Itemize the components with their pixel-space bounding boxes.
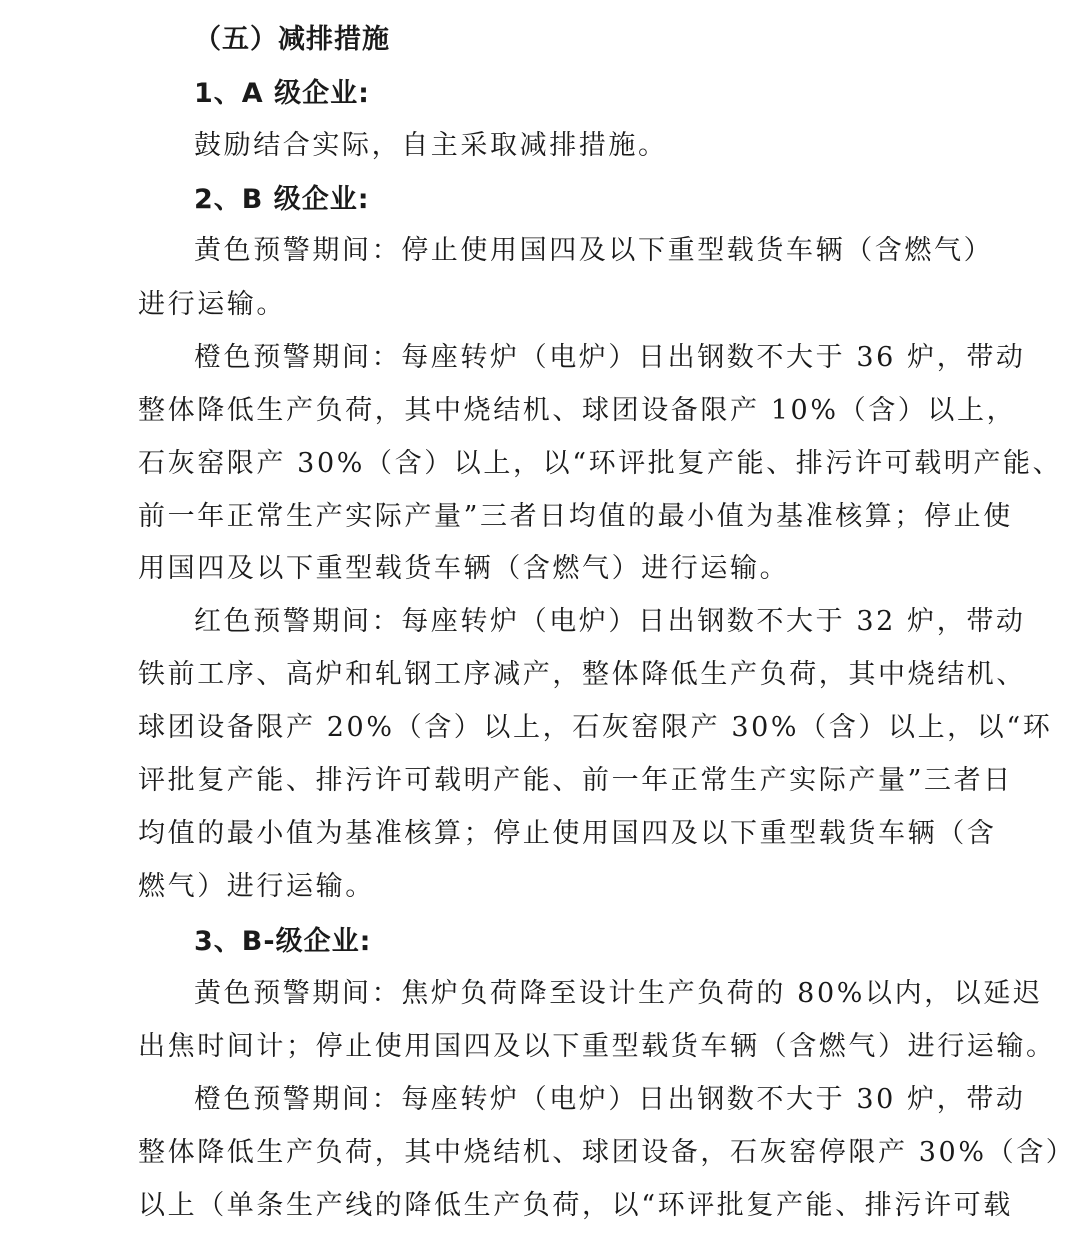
paragraph-line: 评批复产能、排污许可载明产能、前一年正常生产实际产量”三者日 bbox=[138, 765, 1013, 796]
section-heading: （五）减排措施 bbox=[194, 24, 390, 55]
paragraph-line: 铁前工序、高炉和轧钢工序减产，整体降低生产负荷，其中烧结机、 bbox=[138, 659, 1026, 690]
paragraph-line: 黄色预警期间：焦炉负荷降至设计生产负荷的 80%以内，以延迟 bbox=[194, 978, 1043, 1009]
paragraph-line: 石灰窑限产 30%（含）以上，以“环评批复产能、排污许可载明产能、 bbox=[138, 448, 1063, 479]
paragraph-line: 燃气）进行运输。 bbox=[138, 871, 375, 902]
paragraph-line: 出焦时间计；停止使用国四及以下重型载货车辆（含燃气）进行运输。 bbox=[138, 1031, 1056, 1062]
paragraph-line: 红色预警期间：每座转炉（电炉）日出钢数不大于 32 炉，带动 bbox=[194, 606, 1026, 637]
paragraph-line: 整体降低生产负荷，其中烧结机、球团设备限产 10%（含）以上， bbox=[138, 395, 1017, 426]
paragraph-line: 用国四及以下重型载货车辆（含燃气）进行运输。 bbox=[138, 553, 790, 584]
paragraph-line: 进行运输。 bbox=[138, 289, 286, 320]
paragraph-line: 鼓励结合实际，自主采取减排措施。 bbox=[194, 130, 668, 161]
paragraph-line: 前一年正常生产实际产量”三者日均值的最小值为基准核算；停止使 bbox=[138, 501, 1013, 532]
paragraph-line: 以上（单条生产线的降低生产负荷，以“环评批复产能、排污许可载 bbox=[138, 1190, 1013, 1221]
paragraph-line: 球团设备限产 20%（含）以上，石灰窑限产 30%（含）以上，以“环 bbox=[138, 712, 1053, 743]
paragraph-line: 黄色预警期间：停止使用国四及以下重型载货车辆（含燃气） bbox=[194, 235, 994, 266]
paragraph-line: 整体降低生产负荷，其中烧结机、球团设备，石灰窑停限产 30%（含） bbox=[138, 1137, 1076, 1168]
subheading-b-level: 2、B 级企业: bbox=[194, 184, 370, 215]
paragraph-line: 橙色预警期间：每座转炉（电炉）日出钢数不大于 30 炉，带动 bbox=[194, 1084, 1026, 1115]
paragraph-line: 均值的最小值为基准核算；停止使用国四及以下重型载货车辆（含 bbox=[138, 818, 997, 849]
subheading-b-minus-level: 3、B-级企业: bbox=[194, 926, 372, 957]
paragraph-line: 橙色预警期间：每座转炉（电炉）日出钢数不大于 36 炉，带动 bbox=[194, 342, 1026, 373]
subheading-a-level: 1、A 级企业: bbox=[194, 78, 370, 109]
